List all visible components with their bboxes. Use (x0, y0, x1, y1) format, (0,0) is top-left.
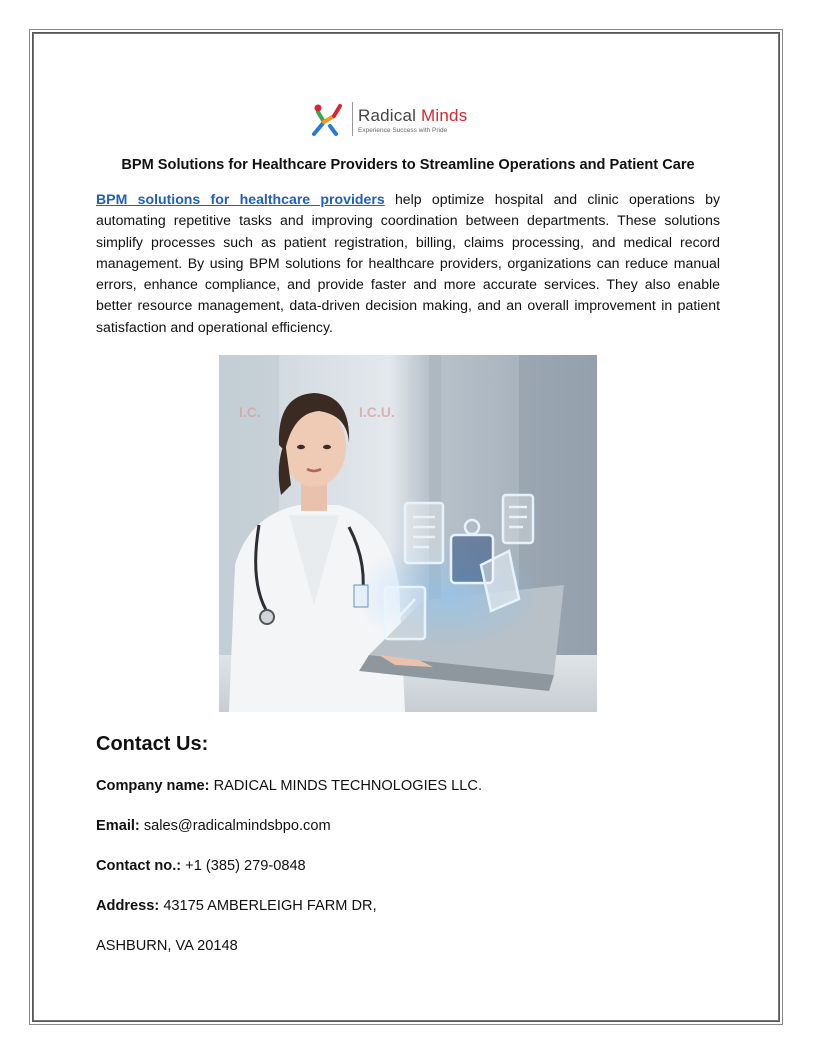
company-label: Company name: (96, 778, 210, 794)
company-value: RADICAL MINDS TECHNOLOGIES LLC. (209, 778, 483, 794)
logo-divider (352, 102, 353, 136)
address-value: 43175 AMBERLEIGH FARM DR, (159, 898, 377, 914)
bpm-solutions-link[interactable]: BPM solutions for healthcare providers (96, 191, 385, 207)
sign-right: I.C.U. (359, 404, 395, 420)
phone-label: Contact no.: (96, 858, 182, 874)
logo-brand-name: Radical Minds (358, 106, 468, 125)
sign-left: I.C. (239, 404, 261, 420)
logo-mark-icon (308, 100, 352, 140)
intro-paragraph (96, 189, 720, 338)
phone-line (96, 858, 306, 874)
contact-heading: Contact Us: (96, 733, 209, 755)
company-logo (308, 100, 508, 140)
address-line-2: ASHBURN, VA 20148 (96, 938, 238, 954)
doctor-laptop-photo (219, 355, 597, 712)
document-title: BPM Solutions for Healthcare Providers to Streamline Operations and Patient Care (121, 157, 695, 173)
intro-text: help optimize hospital and clinic operations by automating repetitive tasks and improving coordination between departments. These solutions simplify processes such as patient registration, billing, claims processing, and medical record management. By using BPM solutions for healthcare providers, organizations can reduce manual errors, enhance compliance, and provide faster and more accurate services. They also enable better resource management, data-driven decision making, and an overall improvement in patient satisfaction and operational efficiency. (96, 191, 721, 335)
email-line (96, 818, 331, 834)
address-label: Address: (96, 898, 160, 914)
email-label: Email: (96, 818, 140, 834)
company-name-line (96, 778, 482, 794)
address-line (96, 898, 377, 914)
email-value[interactable]: sales@radicalmindsbpo.com (139, 818, 331, 834)
phone-value: +1 (385) 279-0848 (181, 858, 306, 874)
logo-tagline: Experience Success with Pride (358, 127, 448, 134)
